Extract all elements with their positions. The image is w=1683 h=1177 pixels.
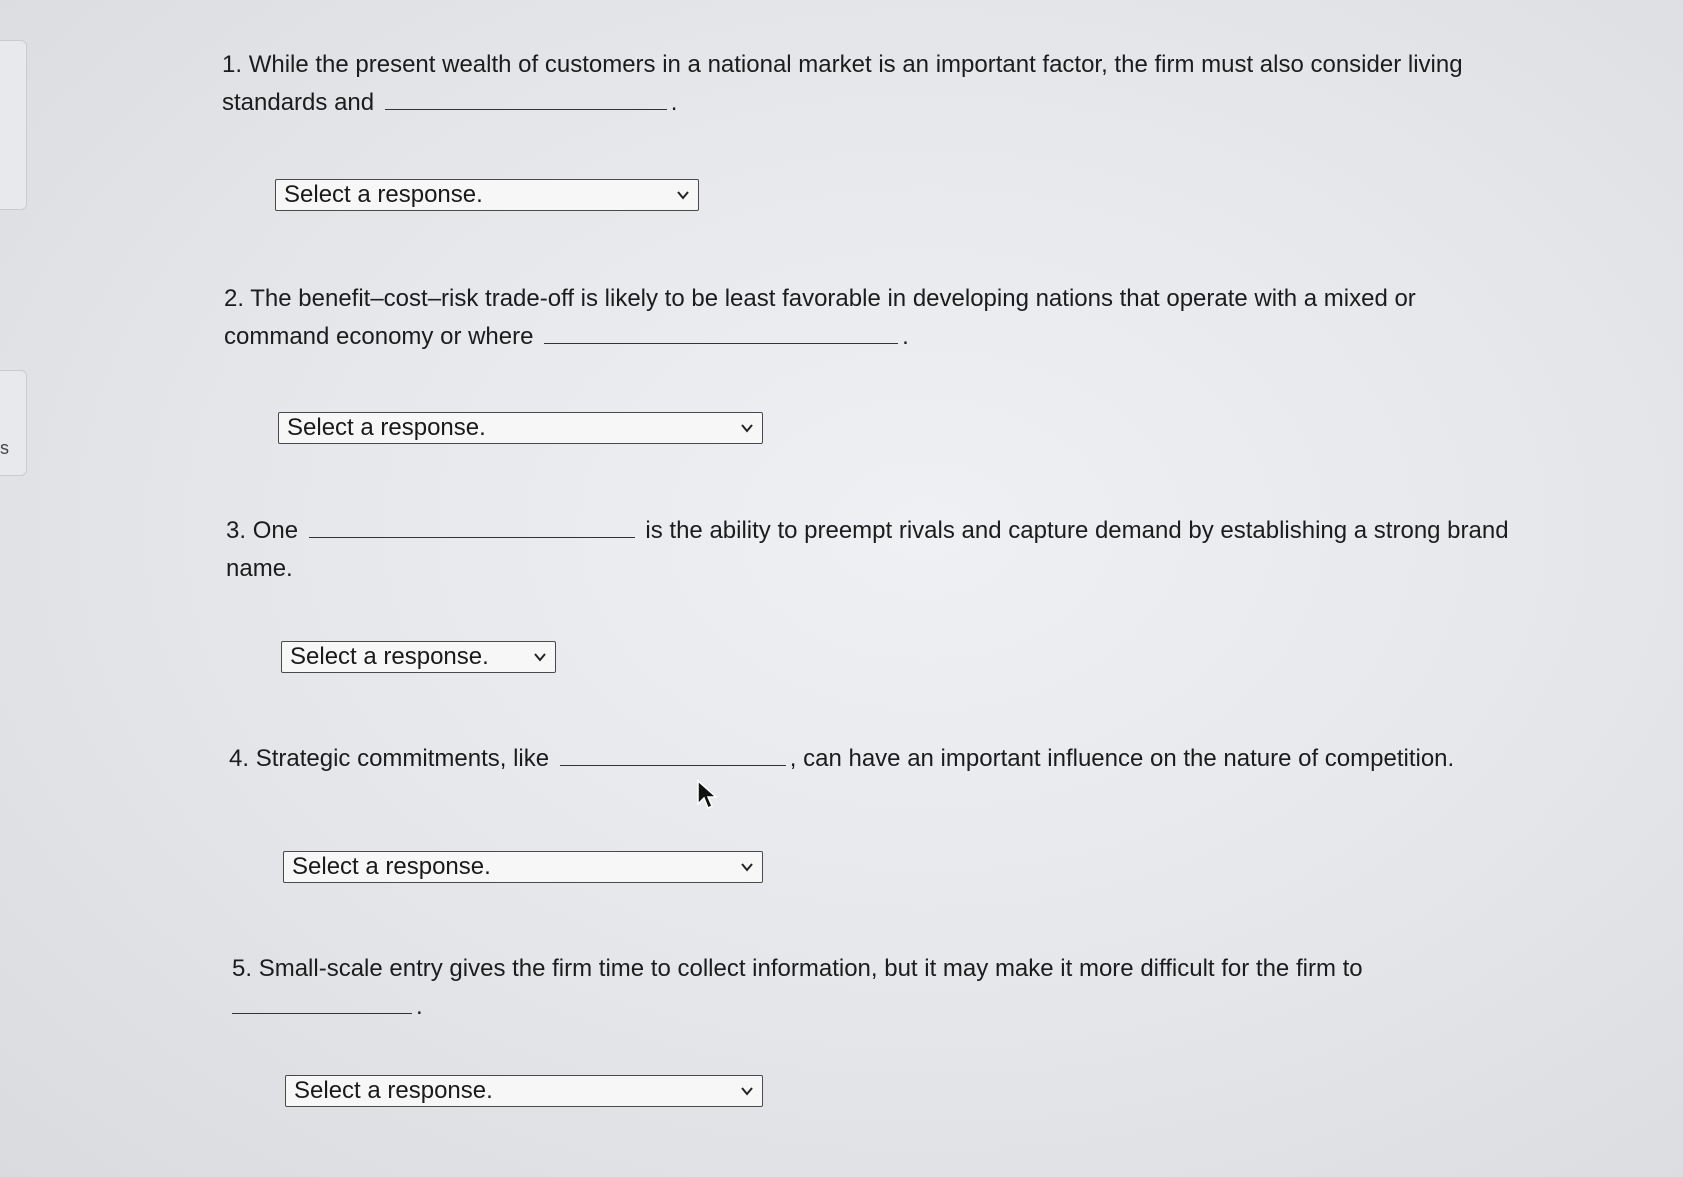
question-text-after: . [902, 323, 909, 350]
question-3 [226, 512, 1556, 588]
response-select-1[interactable] [275, 179, 699, 211]
chevron-down-icon [740, 421, 754, 435]
question-number: 4. [229, 745, 250, 772]
question-text-before: Strategic commitments, like [255, 745, 550, 772]
select-value: Select a response. [287, 414, 486, 441]
question-text-after: . [670, 89, 678, 116]
question-number: 3. [226, 517, 247, 544]
question-2 [224, 280, 1484, 356]
side-panel-edge-bottom [0, 370, 27, 476]
question-5 [232, 950, 1612, 1026]
select-value: Select a response. [294, 1077, 493, 1104]
question-text-before: Small-scale entry gives the firm time to collect information, but it may make it more difficult for the firm to [258, 955, 1363, 982]
response-select-5[interactable] [285, 1075, 763, 1107]
chevron-down-icon [533, 650, 547, 664]
select-value: Select a response. [290, 643, 489, 670]
question-text-after: is the ability to preempt rivals and capture demand by establishing a strong brand name. [226, 517, 1509, 582]
chevron-down-icon [740, 860, 754, 874]
side-tab-letter: s [0, 438, 9, 458]
response-select-4[interactable] [283, 851, 763, 883]
chevron-down-icon [676, 188, 690, 202]
select-value: Select a response. [292, 853, 491, 880]
question-text-before: The benefit–cost–risk trade-off is likely to be least favorable in developing nations that operate with a mixed or command economy or where [224, 285, 1416, 350]
response-select-3[interactable] [281, 641, 556, 673]
question-4 [229, 740, 1629, 778]
select-value: Select a response. [284, 181, 483, 208]
question-1 [222, 46, 1522, 122]
mouse-cursor-icon [697, 780, 717, 810]
answer-blank [309, 513, 635, 538]
question-text-after: , can have an important influence on the nature of competition. [789, 745, 1455, 772]
question-text-before: While the present wealth of customers in a national market is an important factor, the firm must also consider living standards and [222, 51, 1463, 116]
answer-blank [385, 85, 667, 110]
question-number: 2. [224, 285, 245, 312]
answer-blank [560, 741, 786, 766]
question-number: 5. [232, 955, 253, 982]
question-text-after: . [416, 993, 423, 1020]
side-panel-edge-top [0, 40, 27, 210]
question-number: 1. [222, 51, 243, 78]
question-text-before: One [252, 517, 299, 544]
answer-blank [232, 989, 412, 1014]
chevron-down-icon [740, 1084, 754, 1098]
answer-blank [544, 319, 898, 344]
response-select-2[interactable] [278, 412, 763, 444]
